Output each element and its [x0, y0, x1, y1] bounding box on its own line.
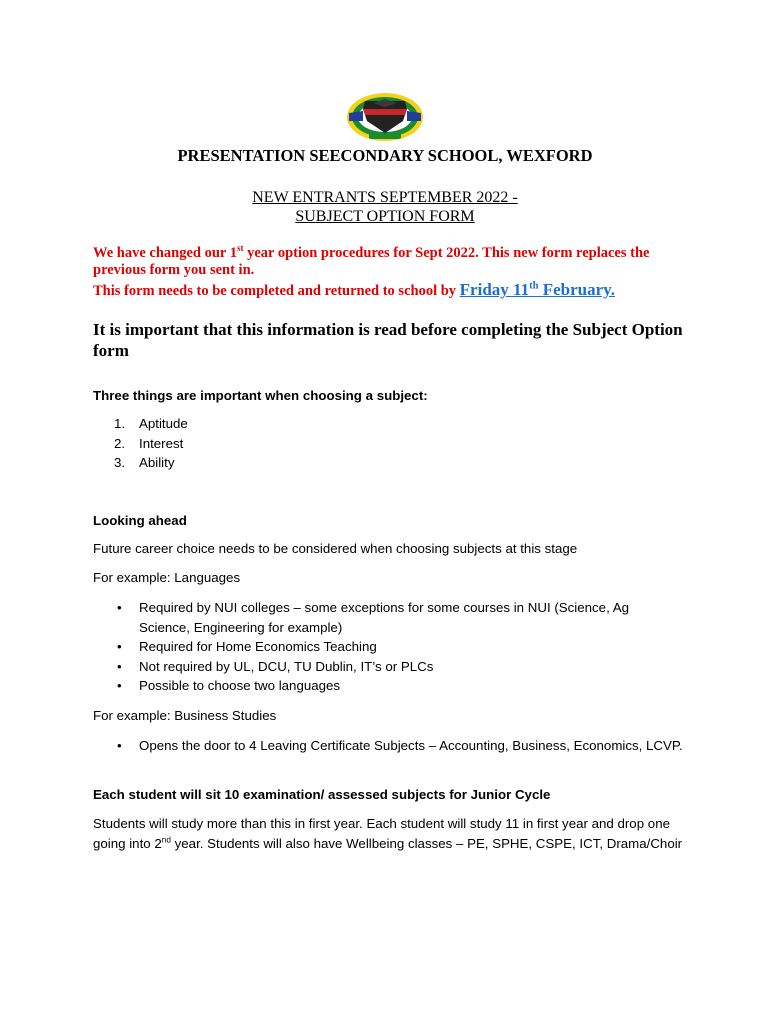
- school-crest-logo: [345, 91, 425, 143]
- choosing-heading: Three things are important when choosing a subject:: [93, 388, 428, 403]
- list-item: • Opens the door to 4 Leaving Certificate Subjects – Accounting, Business, Economics, LCVP.: [117, 738, 683, 753]
- junior-cycle-heading: Each student will sit 10 examination/ assessed subjects for Junior Cycle: [93, 787, 551, 802]
- return-deadline-notice: This form needs to be completed and returned to school by Friday 11th February.: [93, 280, 615, 299]
- career-text: Future career choice needs to be considered when choosing subjects at this stage: [93, 541, 578, 556]
- important-heading: It is important that this information is read before completing the Subject Option form: [93, 320, 683, 360]
- business-example: For example: Business Studies: [93, 708, 277, 723]
- list-item: 3. Ability: [114, 455, 175, 470]
- choosing-list: [93, 414, 188, 473]
- languages-bullet-list: [93, 598, 683, 696]
- list-item: 2. Interest: [114, 435, 184, 451]
- looking-ahead-heading: Looking ahead: [93, 513, 187, 528]
- list-item: • Required for Home Economics Teaching: [117, 639, 377, 654]
- deadline-date: Friday 11th February.: [459, 280, 615, 299]
- business-bullet-list: [93, 736, 683, 756]
- form-title-line-2: SUBJECT OPTION FORM: [295, 208, 475, 225]
- junior-cycle-text: Students will study more than this in first year. Each student will study 11 in first year and drop one going into 2nd year. Students will also have Wellbeing classes – PE, SPHE, CSPE, ICT, Drama/Choir: [93, 816, 683, 851]
- change-notice: We have changed our 1st year option procedures for Sept 2022. This new form replaces the previous form you sent in.: [93, 243, 650, 278]
- school-name: PRESENTATION SEECONDARY SCHOOL, WEXFORD: [177, 146, 593, 165]
- list-item: • Possible to choose two languages: [117, 678, 341, 693]
- list-item: 1. Aptitude: [114, 416, 188, 431]
- languages-example: For example: Languages: [93, 570, 241, 585]
- form-title-line-1: NEW ENTRANTS SEPTEMBER 2022 -: [252, 189, 518, 206]
- list-item: • Required by NUI colleges – some exceptions for some courses in NUI (Science, Ag Science, Engineering for example): [117, 600, 629, 635]
- list-item: • Not required by UL, DCU, TU Dublin, IT’s or PLCs: [117, 658, 434, 674]
